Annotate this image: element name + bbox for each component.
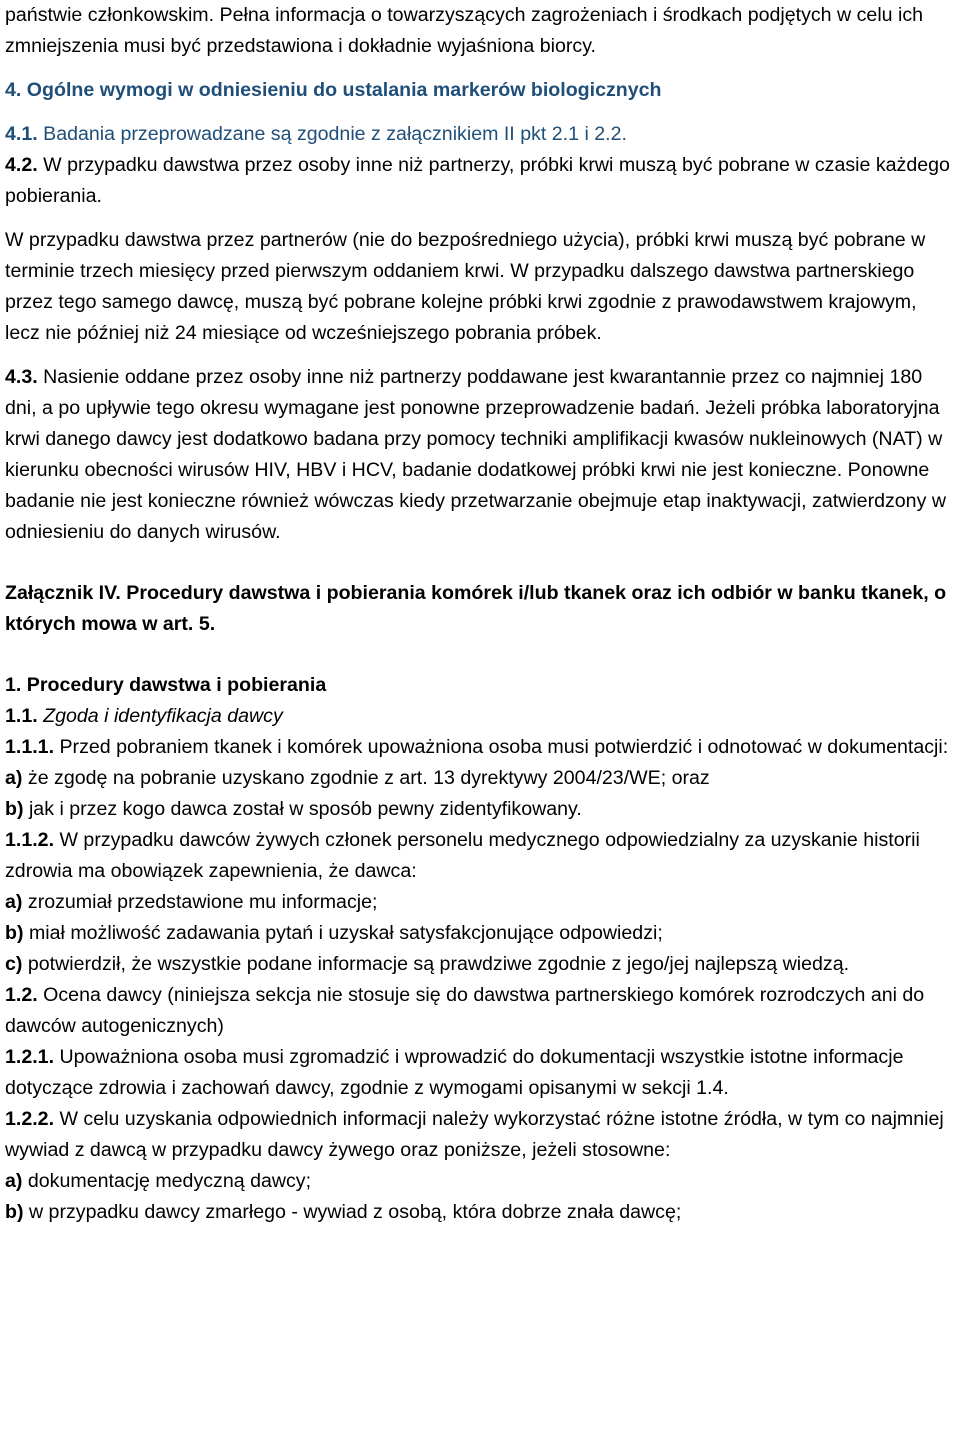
clause-number: 1.1.2. (5, 829, 55, 851)
list-item (5, 794, 955, 825)
clause-number: 1.2.2. (5, 1108, 55, 1130)
clause-1-2-2 (5, 1104, 955, 1166)
clause-number: 4.1. (5, 123, 38, 145)
clause-text: Nasienie oddane przez osoby inne niż partnerzy poddawane jest kwarantannie przez co najmniej 180 dni, a po upływie tego okresu wymagane jest ponowne przeprowadzenie badań. Jeżeli próbka laboratoryjna krwi danego dawcy jest dodatkowo badana przy pomocy techniki amplifikacji kwasów nukleinowych (NAT) w kierunku obecności wirusów HIV, HBV i HCV, badanie dodatkowej próbki krwi nie jest konieczne. Ponowne badanie nie jest konieczne również wówczas kiedy przetwarzanie obejmuje etap inaktywacji, zatwierdzony w odniesieniu do danych wirusów. (5, 366, 946, 543)
intro-paragraph (5, 0, 955, 62)
clause-number: 4.3. (5, 366, 38, 388)
clause-number: 1.1.1. (5, 736, 55, 758)
list-item-text: miał możliwość zadawania pytań i uzyskał satysfakcjonujące odpowiedzi; (28, 922, 663, 944)
list-marker: a) (5, 767, 23, 789)
clause-text: Przed pobraniem tkanek i komórek upoważniona osoba musi potwierdzić i odnotować w dokumentacji: (59, 736, 949, 758)
list-item-text: w przypadku dawcy zmarłego - wywiad z osobą, która dobrze znała dawcę; (28, 1201, 682, 1223)
list-marker: a) (5, 891, 23, 913)
clause-4-1 (5, 119, 955, 150)
section-heading-1 (5, 670, 955, 701)
clause-1-2 (5, 980, 955, 1042)
subsection-heading-1-1 (5, 701, 955, 732)
section-number: 4. (5, 79, 22, 101)
clause-4-3 (5, 362, 955, 548)
clause-text: W celu uzyskania odpowiednich informacji należy wykorzystać różne istotne źródła, w tym co najmniej wywiad z dawcą w przypadku dawcy żywego oraz poniższe, jeżeli stosowne: (5, 1108, 944, 1161)
subsection-number: 1.1. (5, 705, 38, 727)
section-title: Procedury dawstwa i pobierania (26, 674, 327, 696)
clause-1-2-1 (5, 1042, 955, 1104)
clause-text: W przypadku dawców żywych członek personelu medycznego odpowiedzialny za uzyskanie historii zdrowia ma obowiązek zapewnienia, że dawca: (5, 829, 920, 882)
clause-text: Upoważniona osoba musi zgromadzić i wprowadzić do dokumentacji wszystkie istotne informacje dotyczące zdrowia i zachowań dawcy, zgodnie z wymogami opisanymi w sekcji 1.4. (5, 1046, 904, 1099)
paragraph-text: W przypadku dawstwa przez partnerów (nie do bezpośredniego użycia), próbki krwi muszą być pobrane w terminie trzech miesięcy przed pierwszym oddaniem krwi. W przypadku dalszego dawstwa partnerskiego przez tego samego dawcę, muszą być pobrane kolejne próbki krwi zgodnie z prawodawstwem krajowym, lecz nie później niż 24 miesiące od wcześniejszego pobrania próbek. (5, 229, 926, 344)
list-item-text: że zgodę na pobranie uzyskano zgodnie z art. 13 dyrektywy 2004/23/WE; oraz (27, 767, 710, 789)
clause-1-1-2 (5, 825, 955, 887)
list-item (5, 949, 955, 980)
list-item (5, 763, 955, 794)
annex-heading (5, 578, 955, 640)
list-item-text: dokumentację medyczną dawcy; (27, 1170, 312, 1192)
section-heading-4 (5, 75, 955, 106)
partner-donation-paragraph (5, 225, 955, 349)
list-marker: b) (5, 798, 24, 820)
clause-number: 1.2. (5, 984, 38, 1006)
list-item (5, 918, 955, 949)
list-item-text: zrozumiał przedstawione mu informacje; (27, 891, 378, 913)
list-item-text: jak i przez kogo dawca został w sposób pewny zidentyfikowany. (28, 798, 582, 820)
list-item (5, 1197, 955, 1228)
subsection-title: Zgoda i identyfikacja dawcy (43, 705, 283, 727)
document-page (5, 0, 955, 1228)
list-marker: b) (5, 1201, 24, 1223)
list-item (5, 1166, 955, 1197)
clause-1-1-1 (5, 732, 955, 763)
intro-text: państwie członkowskim. Pełna informacja o towarzyszących zagrożeniach i środkach podjętych w celu ich zmniejszenia musi być przedstawiona i dokładnie wyjaśniona biorcy. (5, 4, 924, 57)
list-item-text: potwierdził, że wszystkie podane informacje są prawdziwe zgodnie z jego/jej najlepszą wiedzą. (27, 953, 850, 975)
list-marker: c) (5, 953, 23, 975)
clause-number: 1.2.1. (5, 1046, 55, 1068)
list-marker: b) (5, 922, 24, 944)
clause-number: 4.2. (5, 154, 38, 176)
clause-text: Ocena dawcy (niniejsza sekcja nie stosuje się do dawstwa partnerskiego komórek rozrodczych ani do dawców autogenicznych) (5, 984, 925, 1037)
clause-text: W przypadku dawstwa przez osoby inne niż partnerzy, próbki krwi muszą być pobrane w czasie każdego pobierania. (5, 154, 950, 207)
annex-title: Procedury dawstwa i pobierania komórek i/lub tkanek oraz ich odbiór w banku tkanek, o których mowa w art. 5. (5, 582, 947, 635)
clause-4-2 (5, 150, 955, 212)
clause-text: Badania przeprowadzane są zgodnie z załącznikiem II pkt 2.1 i 2.2. (43, 123, 627, 145)
list-marker: a) (5, 1170, 23, 1192)
list-item (5, 887, 955, 918)
section-number: 1. (5, 674, 22, 696)
annex-label: Załącznik IV. (5, 582, 121, 604)
section-title: Ogólne wymogi w odniesieniu do ustalania markerów biologicznych (26, 79, 662, 101)
